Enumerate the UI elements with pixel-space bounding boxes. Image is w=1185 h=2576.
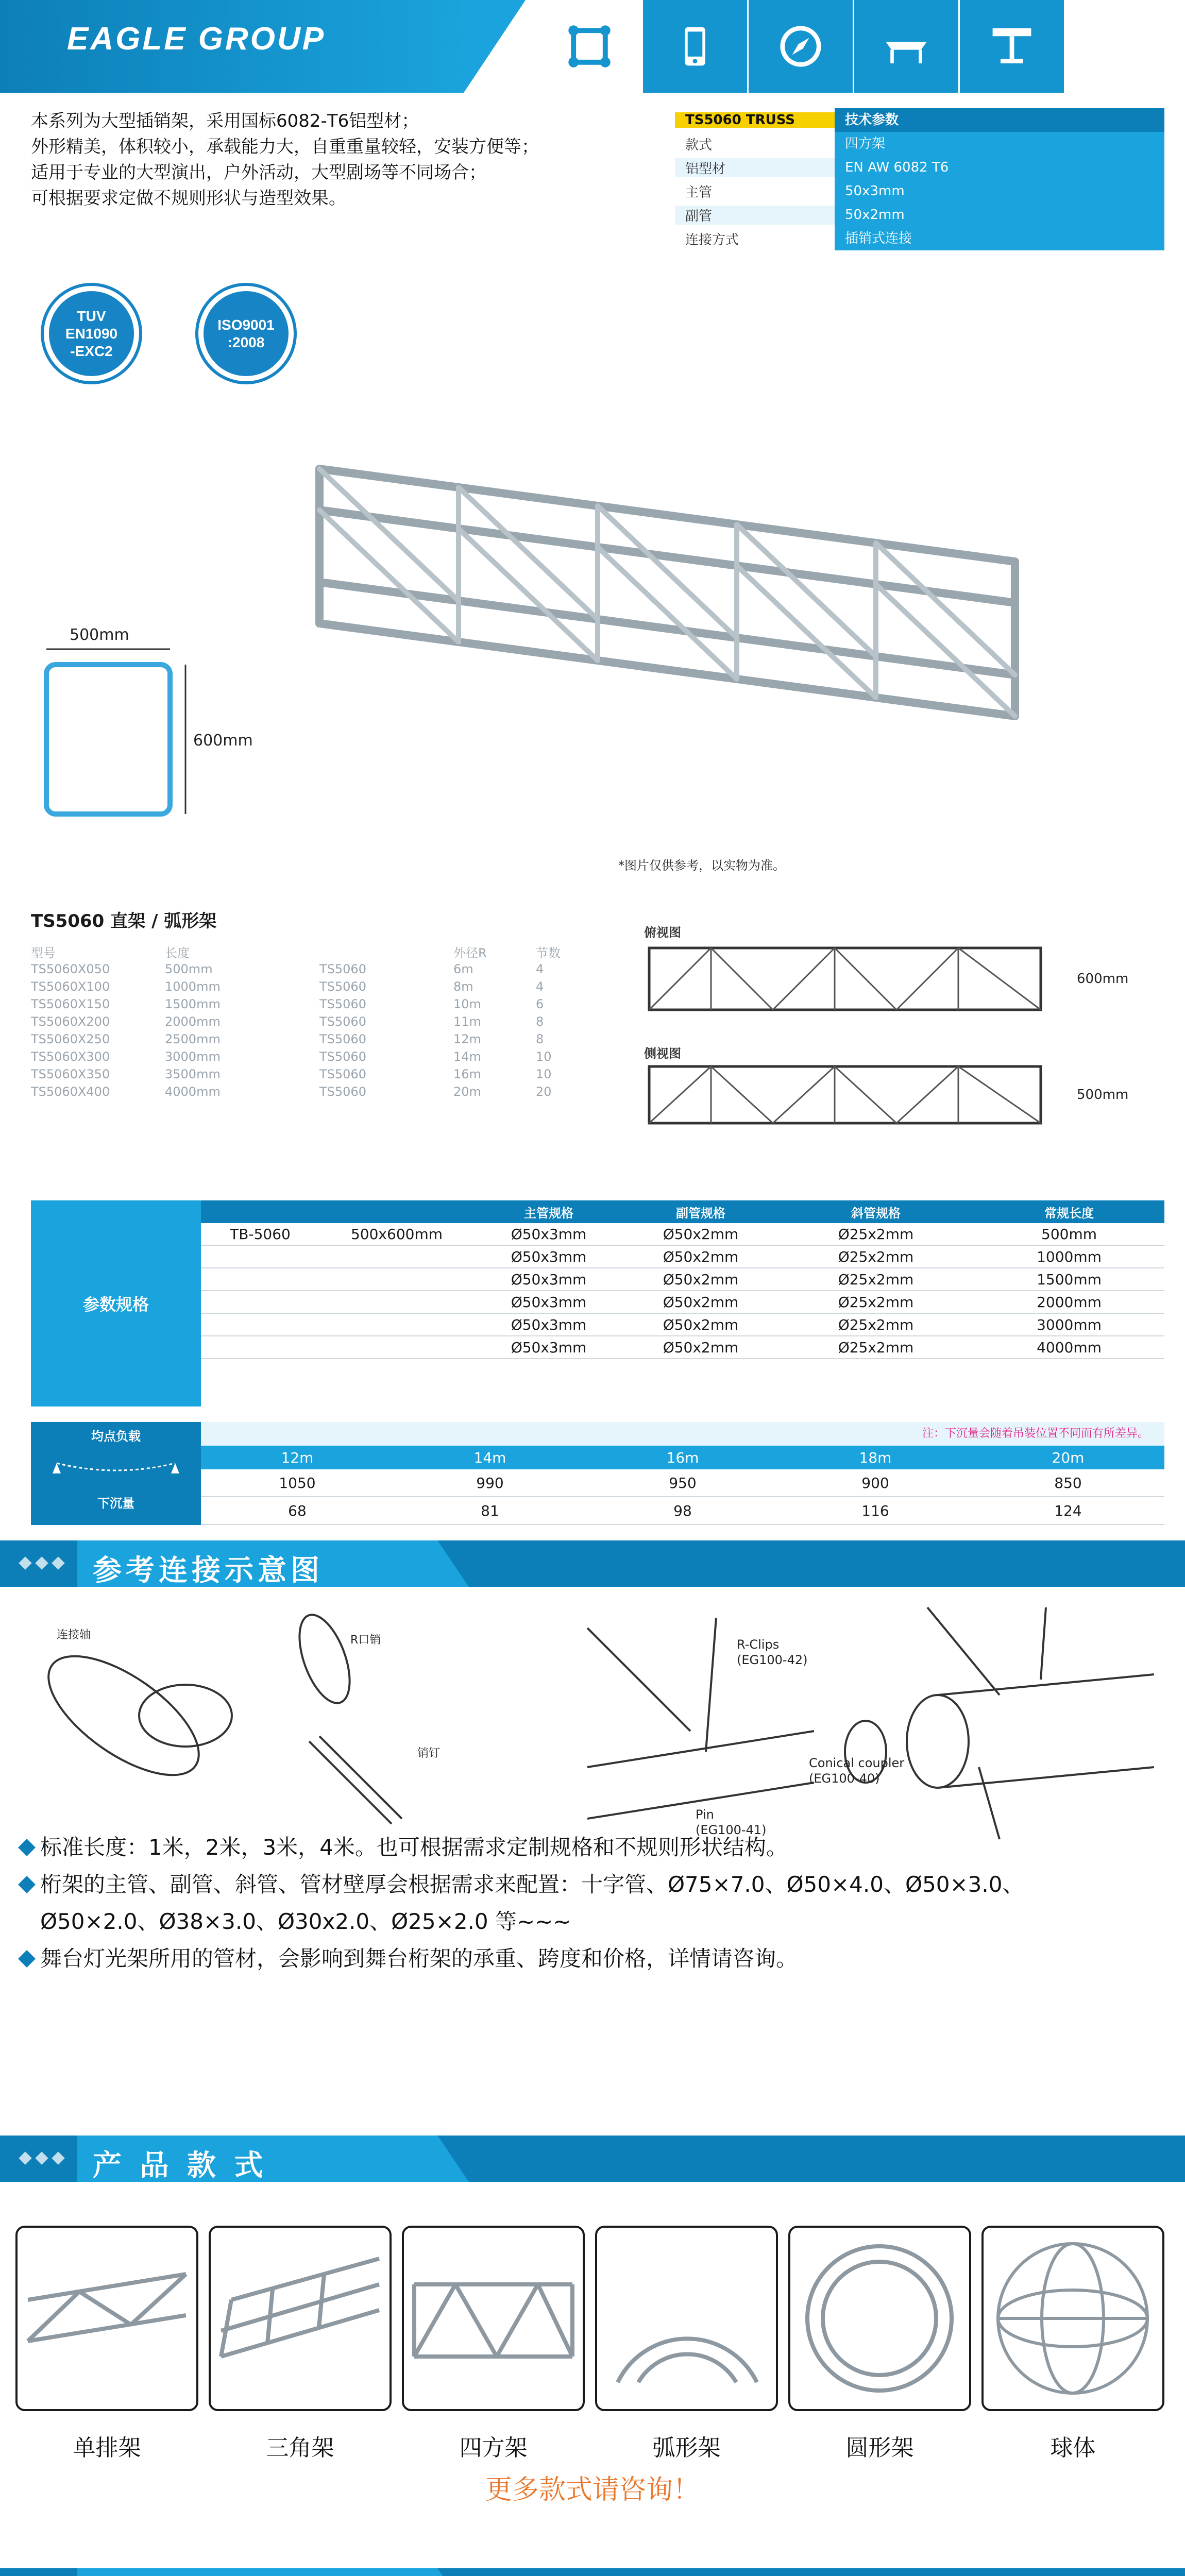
style-card-circle[interactable]: [788, 2226, 971, 2411]
style-label: 单排架: [73, 2435, 141, 2461]
spec-row: 款式 四方架: [675, 132, 1164, 156]
connection-label: Pin: [696, 1807, 714, 1822]
style-card-sphere[interactable]: [981, 2226, 1164, 2411]
load-label: 均点负载: [91, 1429, 141, 1444]
nav-compass[interactable]: [747, 0, 853, 93]
models-title: TS5060 直架 / 弧形架: [31, 911, 217, 931]
truss-lift-icon: [984, 18, 1040, 75]
table-row: TS5060X050 500mm TS5060 6m 4: [31, 962, 544, 976]
tuv-badge: TUV EN1090 -EXC2: [44, 286, 139, 381]
intro-description: 本系列为大型插销架，采用国标6082-T6铝型材； 外形精美，体积较小，承载能力大，自重重量较轻，安装方便等； 适用于专业的大型演出，户外活动，大型剧场等不同场合； 可根据要求定做不规则形状与造型效果。: [31, 111, 539, 209]
spec-row: 铝型材 EN AW 6082 T6: [675, 156, 1164, 179]
deflection-label: 下沉量: [97, 1496, 134, 1511]
table-header: 12m 14m 16m 18m 20m: [201, 1446, 1164, 1469]
style-card-arc[interactable]: [595, 2226, 778, 2411]
top-view-label: 俯视图: [644, 925, 681, 940]
style-label: 四方架: [459, 2435, 528, 2461]
table-row: Ø50x3mm Ø50x2mm Ø25x2mm 1500mm: [201, 1268, 1164, 1291]
table-row: Ø50x3mm Ø50x2mm Ø25x2mm 4000mm: [201, 1336, 1164, 1359]
list-item: 舞台灯光架所用的管材，会影响到舞台桁架的承重、跨度和价格，详情请咨询。: [21, 1940, 1164, 1977]
connection-label: R-Clips: [737, 1637, 780, 1652]
param-label: 参数规格: [31, 1200, 201, 1406]
section-header-connection: 参考连接示意图: [0, 1540, 1185, 1587]
style-label: 球体: [1050, 2435, 1096, 2461]
image-disclaimer: *图片仅供参考，以实物为准。: [618, 858, 785, 873]
style-card-triangle[interactable]: [209, 2226, 392, 2411]
table-row: Ø50x3mm Ø50x2mm Ø25x2mm 2000mm: [201, 1291, 1164, 1314]
table-row: TB-5060 500x600mm Ø50x3mm Ø50x2mm Ø25x2mm 500mm: [201, 1223, 1164, 1246]
table-row: TS5060X400 4000mm TS5060 20m 20: [31, 1084, 552, 1099]
truss-hero-image: [31, 422, 1164, 886]
nav-frame[interactable]: [536, 0, 641, 93]
connection-diagram: [21, 1597, 1164, 1844]
more-styles-link[interactable]: 更多款式请咨询！: [485, 2475, 700, 2505]
truss-illustration: [31, 422, 1164, 886]
connection-label: 连接轴: [57, 1629, 91, 1641]
stage-icon: [878, 18, 935, 75]
spec-title: TS5060 TRUSS: [675, 112, 835, 128]
table-row: TS5060X250 2500mm TS5060 12m 8: [31, 1032, 544, 1046]
side-view-diagram: [644, 1061, 1046, 1128]
list-item: 桁架的主管、副管、斜管、管材壁厚会根据需求来配置：十字管、Ø75×7.0、Ø50×4.0、Ø50×3.0、: [21, 1866, 1164, 1903]
table-row: TS5060X300 3000mm TS5060 14m 10: [31, 1049, 552, 1064]
spec-card: [675, 108, 1164, 250]
brand-logo-text: EAGLE GROUP: [67, 21, 326, 57]
list-item: 标准长度：1米，2米，3米，4米。也可根据需求定制规格和不规则形状结构。: [21, 1829, 1164, 1866]
load-note: 注：下沉量会随着吊装位置不同而有所差异。: [201, 1422, 1164, 1446]
spec-row: 副管 50x2mm: [675, 203, 1164, 227]
style-label: 弧形架: [652, 2435, 721, 2461]
iso-badge: ISO9001 :2008: [198, 286, 294, 381]
top-view-dimension: 600mm: [1077, 971, 1129, 987]
width-dimension: 500mm: [70, 626, 129, 644]
top-nav: [536, 0, 1064, 93]
side-view-dimension: 500mm: [1077, 1087, 1129, 1103]
table-row: 1050 990 950 900 850: [201, 1469, 1164, 1497]
table-header: 主管规格 副管规格 斜管规格 常规长度: [201, 1200, 1164, 1223]
table-row: Ø50x3mm Ø50x2mm Ø25x2mm 3000mm: [201, 1314, 1164, 1336]
table-row: Ø50x3mm Ø50x2mm Ø25x2mm 1000mm: [201, 1246, 1164, 1268]
spec-row: 主管 50x3mm: [675, 179, 1164, 203]
spec-title-value: 技术参数: [835, 108, 1164, 132]
phone-icon: [667, 18, 723, 75]
spec-row: 连接方式 插销式连接: [675, 227, 1164, 250]
truss-views: [634, 922, 1180, 1144]
height-dimension: 600mm: [193, 732, 253, 750]
table-row: TS5060X100 1000mm TS5060 8m 4: [31, 979, 544, 994]
style-card-single[interactable]: [15, 2226, 198, 2411]
style-label: 三角架: [266, 2435, 334, 2461]
brand-banner: [0, 0, 464, 93]
connection-label: (EG100-41): [696, 1823, 767, 1837]
style-label: 圆形架: [845, 2435, 914, 2461]
connection-label: R口销: [350, 1634, 381, 1647]
nav-truss-lift[interactable]: [958, 0, 1064, 93]
table-header: 型号 长度 外径R 节数: [31, 945, 561, 960]
compass-icon: [772, 18, 829, 75]
table-row: TS5060X200 2000mm TS5060 11m 8: [31, 1014, 544, 1029]
section-header-details: [0, 2568, 1185, 2576]
header: [0, 0, 1185, 93]
table-row: 68 81 98 116 124: [201, 1497, 1164, 1525]
nav-phone[interactable]: [641, 0, 747, 93]
nav-stage[interactable]: [853, 0, 958, 93]
side-view-label: 侧视图: [644, 1046, 681, 1061]
list-item: Ø50×2.0、Ø38×3.0、Ø30x2.0、Ø25×2.0 等~~~: [40, 1909, 571, 1934]
feature-bullets: [21, 1829, 1164, 1977]
top-view-diagram: [644, 943, 1046, 1015]
connection-label: 销钉: [417, 1747, 441, 1760]
connection-label: (EG100-40): [809, 1771, 880, 1786]
connection-label: (EG100-42): [737, 1653, 808, 1667]
table-row: TS5060X150 1500mm TS5060 10m 6: [31, 997, 544, 1011]
connection-label: Conical coupler: [809, 1756, 905, 1770]
table-row: TS5060X350 3500mm TS5060 16m 10: [31, 1067, 552, 1081]
frame-icon: [561, 18, 618, 75]
models-table: [31, 943, 598, 1100]
load-diagram-icon: [52, 1453, 180, 1484]
style-card-square[interactable]: [402, 2226, 585, 2411]
section-header-styles: 产 品 款 式: [0, 2136, 1185, 2182]
